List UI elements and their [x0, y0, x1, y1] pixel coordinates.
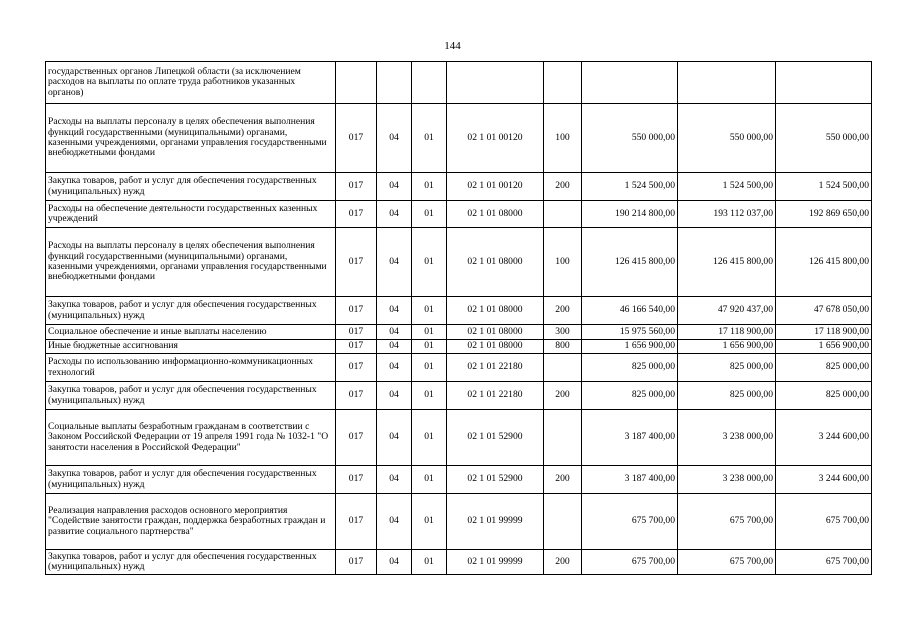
cell-subsection-code: 01	[412, 410, 447, 466]
table-row	[46, 340, 872, 354]
cell-expense-type	[544, 410, 582, 466]
cell-amount-year-1: 3 187 400,00	[582, 410, 678, 466]
cell-amount-year-3: 192 869 650,00	[776, 201, 872, 228]
cell-target-article: 02 1 01 08000	[447, 297, 544, 325]
cell-expense-type: 200	[544, 550, 582, 575]
cell-ministry-code	[336, 62, 377, 104]
cell-ministry-code: 017	[336, 550, 377, 575]
cell-target-article: 02 1 01 08000	[447, 228, 544, 297]
cell-amount-year-3: 550 000,00	[776, 104, 872, 173]
cell-section-code: 04	[377, 354, 412, 382]
cell-section-code: 04	[377, 297, 412, 325]
cell-section-code: 04	[377, 173, 412, 201]
cell-amount-year-3: 1 656 900,00	[776, 340, 872, 354]
cell-amount-year-1: 550 000,00	[582, 104, 678, 173]
cell-target-article: 02 1 01 00120	[447, 104, 544, 173]
cell-target-article: 02 1 01 00120	[447, 173, 544, 201]
cell-section-code: 04	[377, 104, 412, 173]
cell-section-code: 04	[377, 466, 412, 494]
cell-ministry-code: 017	[336, 410, 377, 466]
cell-name: Социальные выплаты безработным гражданам в соответствии с Законом Российской Федерации от 19 апреля 1991 года № 1032-1 "О занятости населения в Российской Федерации"	[46, 410, 336, 466]
cell-name: Закупка товаров, работ и услуг для обеспечения государственных (муниципальных) нужд	[46, 550, 336, 575]
cell-name: Социальное обеспечение и иные выплаты населению	[46, 325, 336, 340]
cell-amount-year-3: 1 524 500,00	[776, 173, 872, 201]
cell-amount-year-1: 3 187 400,00	[582, 466, 678, 494]
cell-section-code: 04	[377, 550, 412, 575]
cell-amount-year-2: 193 112 037,00	[678, 201, 776, 228]
cell-section-code: 04	[377, 494, 412, 550]
cell-ministry-code: 017	[336, 382, 377, 410]
table-row	[46, 494, 872, 550]
cell-amount-year-2: 675 700,00	[678, 494, 776, 550]
page-number: 144	[444, 40, 461, 52]
cell-section-code: 04	[377, 201, 412, 228]
cell-amount-year-2: 126 415 800,00	[678, 228, 776, 297]
cell-name: Закупка товаров, работ и услуг для обеспечения государственных (муниципальных) нужд	[46, 382, 336, 410]
cell-expense-type	[544, 62, 582, 104]
table-row	[46, 297, 872, 325]
table-row	[46, 466, 872, 494]
cell-expense-type: 800	[544, 340, 582, 354]
cell-expense-type	[544, 201, 582, 228]
cell-ministry-code: 017	[336, 354, 377, 382]
cell-ministry-code: 017	[336, 201, 377, 228]
cell-expense-type: 300	[544, 325, 582, 340]
cell-amount-year-1: 126 415 800,00	[582, 228, 678, 297]
cell-amount-year-1: 15 975 560,00	[582, 325, 678, 340]
cell-name: Расходы по использованию информационно-коммуникационных технологий	[46, 354, 336, 382]
cell-name: государственных органов Липецкой области (за исключением расходов на выплаты по оплате труда работников указанных органов)	[46, 62, 336, 104]
cell-expense-type: 200	[544, 466, 582, 494]
cell-amount-year-2: 47 920 437,00	[678, 297, 776, 325]
cell-subsection-code: 01	[412, 494, 447, 550]
table-row	[46, 550, 872, 575]
cell-amount-year-2: 17 118 900,00	[678, 325, 776, 340]
cell-amount-year-3: 3 244 600,00	[776, 410, 872, 466]
cell-ministry-code: 017	[336, 494, 377, 550]
cell-amount-year-1: 1 524 500,00	[582, 173, 678, 201]
cell-section-code: 04	[377, 410, 412, 466]
cell-amount-year-2: 3 238 000,00	[678, 410, 776, 466]
cell-section-code	[377, 62, 412, 104]
table-row	[46, 104, 872, 173]
cell-name: Закупка товаров, работ и услуг для обеспечения государственных (муниципальных) нужд	[46, 173, 336, 201]
cell-subsection-code: 01	[412, 201, 447, 228]
budget-table	[45, 61, 872, 575]
cell-amount-year-1: 190 214 800,00	[582, 201, 678, 228]
cell-ministry-code: 017	[336, 297, 377, 325]
table-row	[46, 382, 872, 410]
cell-expense-type: 200	[544, 297, 582, 325]
table-row	[46, 325, 872, 340]
cell-name: Закупка товаров, работ и услуг для обеспечения государственных (муниципальных) нужд	[46, 466, 336, 494]
cell-target-article: 02 1 01 52900	[447, 466, 544, 494]
cell-name: Расходы на выплаты персоналу в целях обеспечения выполнения функций государственными (муниципальными) органами, казенными учреждениями, органами управления государственными внебюджетными фондами	[46, 104, 336, 173]
cell-expense-type: 200	[544, 382, 582, 410]
cell-amount-year-3: 675 700,00	[776, 550, 872, 575]
cell-section-code: 04	[377, 228, 412, 297]
cell-amount-year-3: 3 244 600,00	[776, 466, 872, 494]
cell-amount-year-3: 47 678 050,00	[776, 297, 872, 325]
cell-target-article: 02 1 01 08000	[447, 325, 544, 340]
cell-amount-year-1: 825 000,00	[582, 354, 678, 382]
cell-name: Реализация направления расходов основного мероприятия "Содействие занятости граждан, поддержка безработных граждан и развитие социального партнерства"	[46, 494, 336, 550]
cell-amount-year-2: 3 238 000,00	[678, 466, 776, 494]
cell-subsection-code: 01	[412, 104, 447, 173]
cell-subsection-code: 01	[412, 340, 447, 354]
cell-name: Расходы на выплаты персоналу в целях обеспечения выполнения функций государственными (муниципальными) органами, казенными учреждениями, органами управления государственными внебюджетными фондами	[46, 228, 336, 297]
cell-subsection-code: 01	[412, 354, 447, 382]
cell-name: Закупка товаров, работ и услуг для обеспечения государственных (муниципальных) нужд	[46, 297, 336, 325]
cell-amount-year-2: 825 000,00	[678, 382, 776, 410]
cell-subsection-code: 01	[412, 228, 447, 297]
cell-subsection-code: 01	[412, 173, 447, 201]
cell-expense-type: 200	[544, 173, 582, 201]
table-row	[46, 201, 872, 228]
cell-section-code: 04	[377, 325, 412, 340]
cell-ministry-code: 017	[336, 173, 377, 201]
table-row	[46, 173, 872, 201]
table-row	[46, 410, 872, 466]
cell-subsection-code: 01	[412, 382, 447, 410]
cell-section-code: 04	[377, 340, 412, 354]
cell-section-code: 04	[377, 382, 412, 410]
cell-amount-year-2: 550 000,00	[678, 104, 776, 173]
cell-subsection-code: 01	[412, 550, 447, 575]
cell-amount-year-1	[582, 62, 678, 104]
cell-amount-year-3: 825 000,00	[776, 382, 872, 410]
cell-ministry-code: 017	[336, 325, 377, 340]
cell-target-article: 02 1 01 08000	[447, 340, 544, 354]
cell-expense-type: 100	[544, 228, 582, 297]
cell-amount-year-2: 825 000,00	[678, 354, 776, 382]
table-row	[46, 354, 872, 382]
table-body	[46, 62, 872, 575]
cell-ministry-code: 017	[336, 104, 377, 173]
cell-name: Иные бюджетные ассигнования	[46, 340, 336, 354]
cell-ministry-code: 017	[336, 466, 377, 494]
cell-amount-year-1: 1 656 900,00	[582, 340, 678, 354]
cell-amount-year-2	[678, 62, 776, 104]
cell-target-article: 02 1 01 22180	[447, 382, 544, 410]
cell-amount-year-3	[776, 62, 872, 104]
cell-name: Расходы на обеспечение деятельности государственных казенных учреждений	[46, 201, 336, 228]
cell-amount-year-1: 46 166 540,00	[582, 297, 678, 325]
cell-amount-year-3: 675 700,00	[776, 494, 872, 550]
cell-target-article: 02 1 01 08000	[447, 201, 544, 228]
cell-amount-year-1: 825 000,00	[582, 382, 678, 410]
cell-expense-type	[544, 494, 582, 550]
cell-amount-year-3: 17 118 900,00	[776, 325, 872, 340]
cell-target-article	[447, 62, 544, 104]
cell-amount-year-1: 675 700,00	[582, 550, 678, 575]
cell-amount-year-2: 1 524 500,00	[678, 173, 776, 201]
cell-amount-year-2: 675 700,00	[678, 550, 776, 575]
cell-target-article: 02 1 01 99999	[447, 550, 544, 575]
cell-subsection-code: 01	[412, 325, 447, 340]
cell-amount-year-3: 825 000,00	[776, 354, 872, 382]
cell-amount-year-2: 1 656 900,00	[678, 340, 776, 354]
cell-target-article: 02 1 01 22180	[447, 354, 544, 382]
cell-expense-type	[544, 354, 582, 382]
cell-target-article: 02 1 01 99999	[447, 494, 544, 550]
table-row	[46, 228, 872, 297]
cell-ministry-code: 017	[336, 340, 377, 354]
cell-subsection-code	[412, 62, 447, 104]
cell-amount-year-3: 126 415 800,00	[776, 228, 872, 297]
cell-ministry-code: 017	[336, 228, 377, 297]
cell-subsection-code: 01	[412, 466, 447, 494]
cell-target-article: 02 1 01 52900	[447, 410, 544, 466]
cell-expense-type: 100	[544, 104, 582, 173]
cell-amount-year-1: 675 700,00	[582, 494, 678, 550]
cell-subsection-code: 01	[412, 297, 447, 325]
table-row	[46, 62, 872, 104]
